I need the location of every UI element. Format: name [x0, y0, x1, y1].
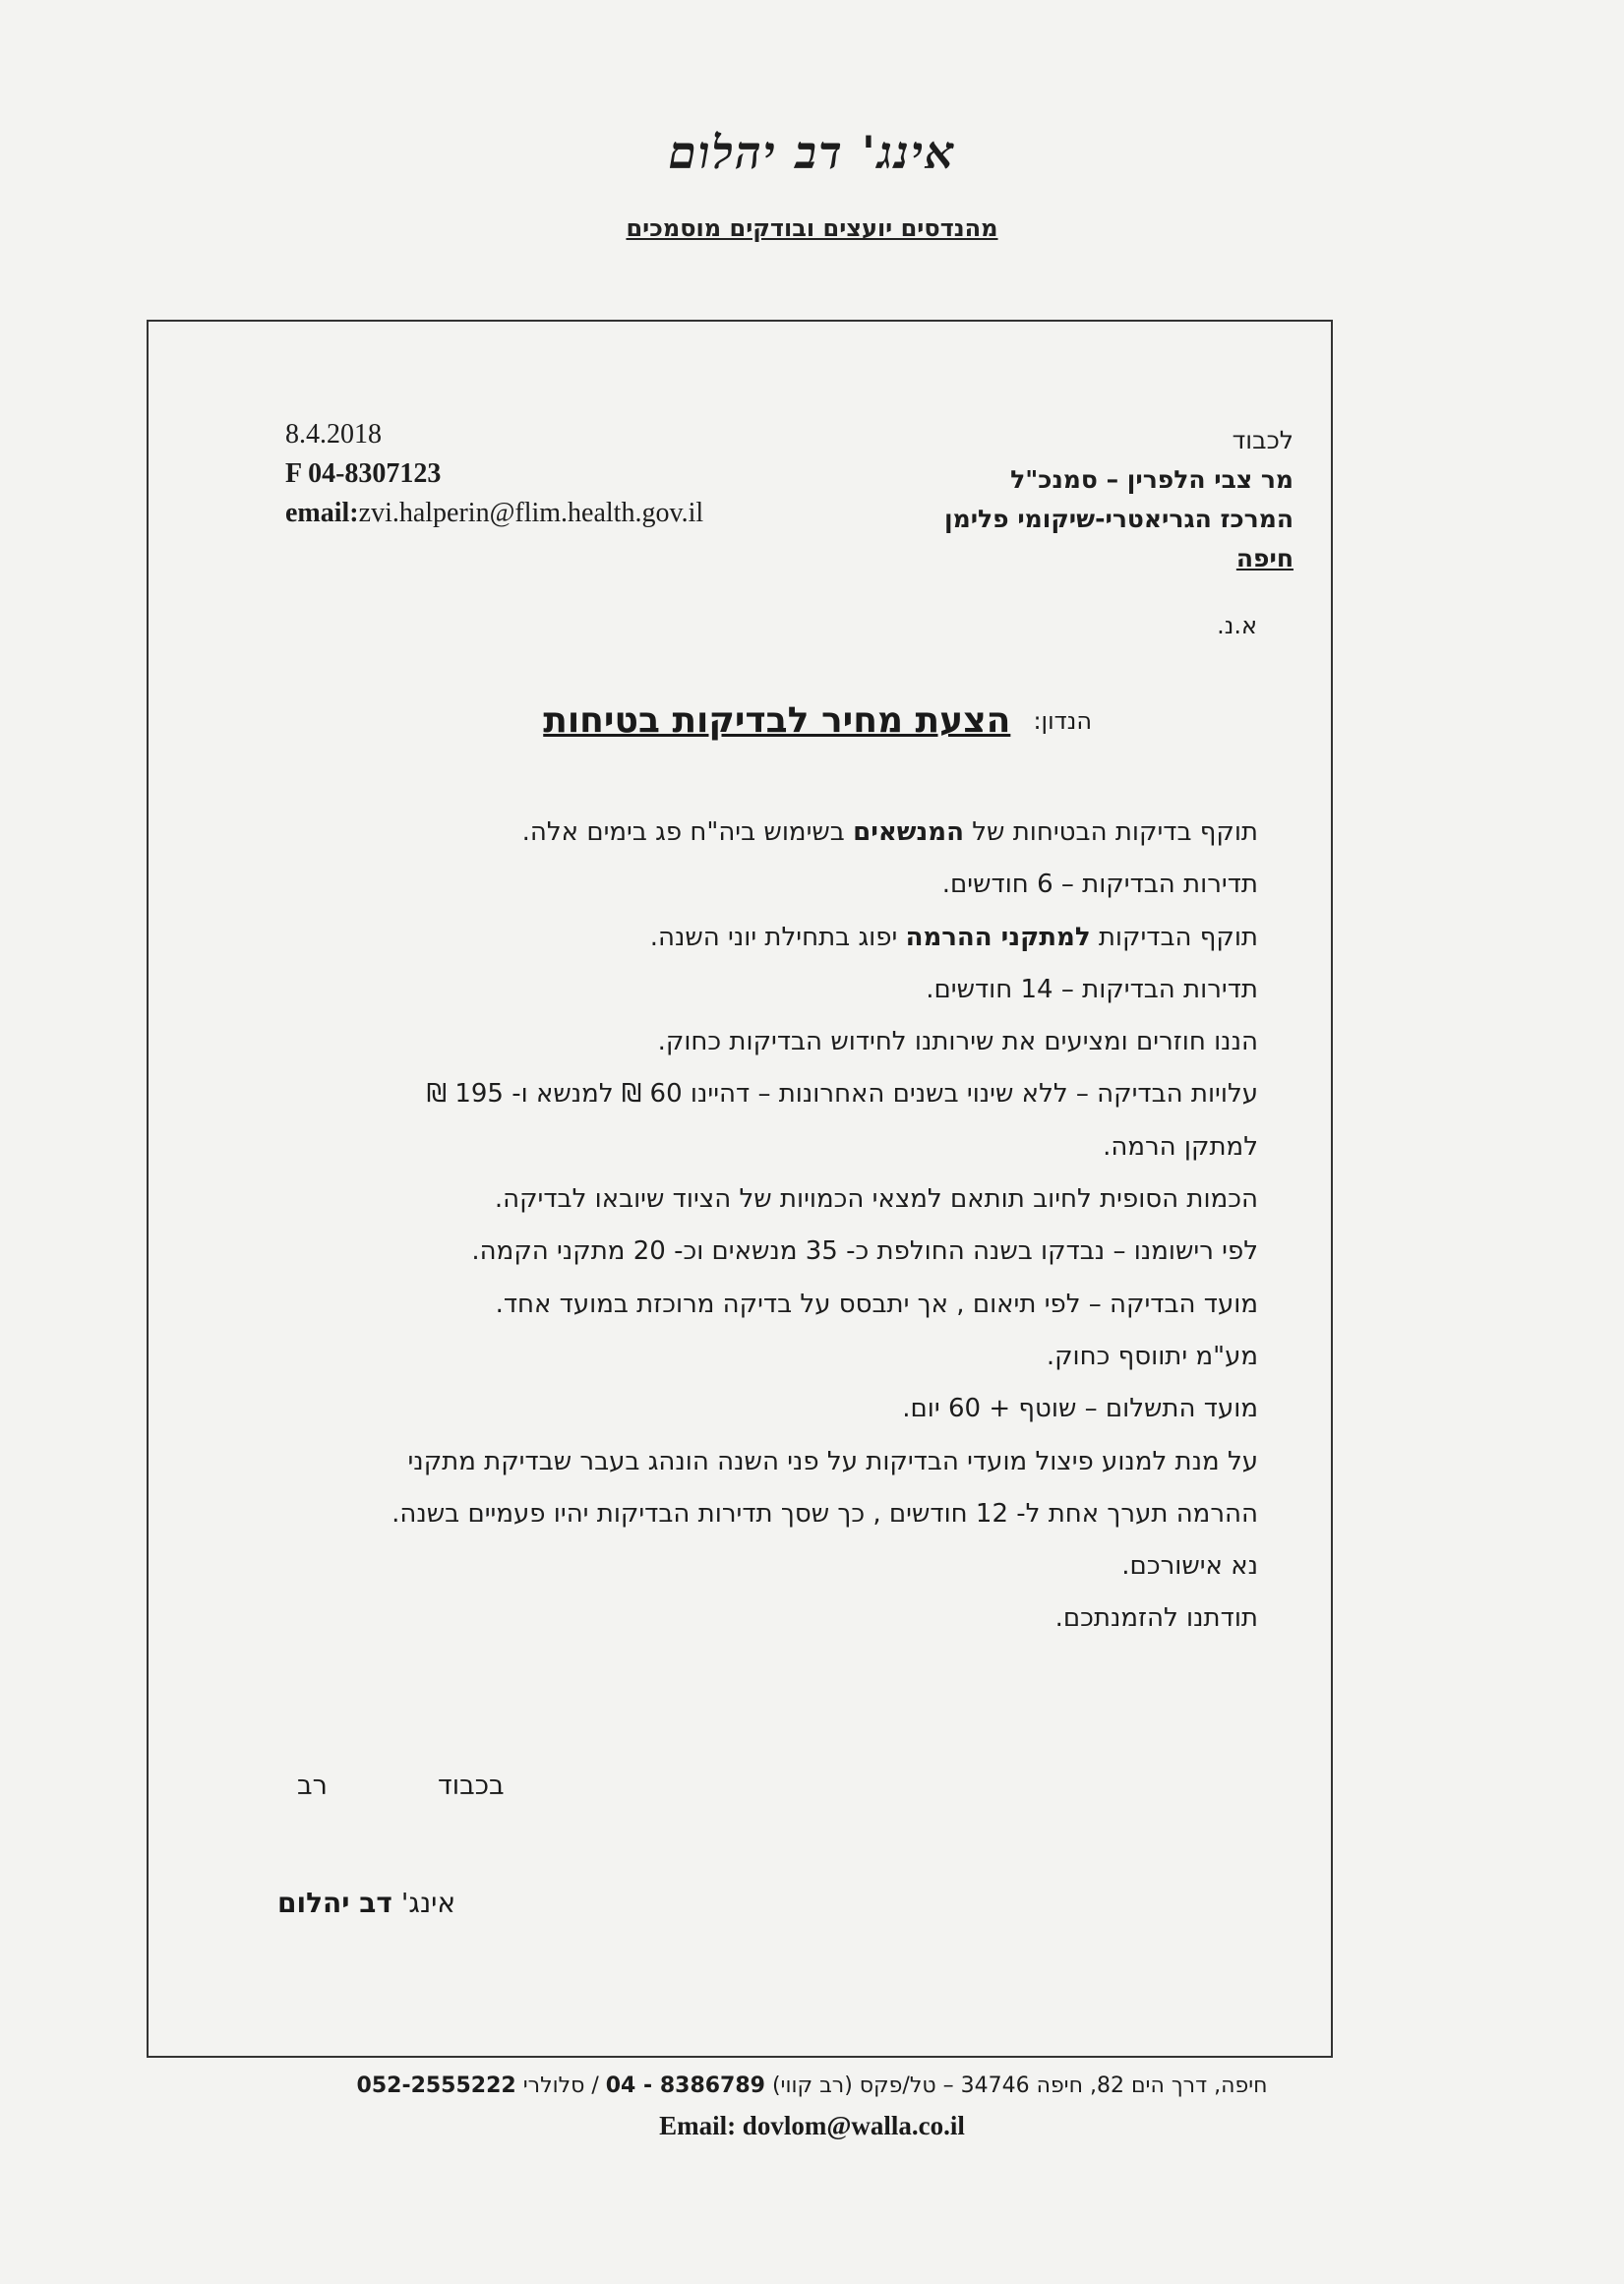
body-line: למתקן הרמה.: [1103, 1131, 1258, 1162]
signature-prefix: אינג': [391, 1887, 456, 1919]
body-line: מועד התשלום – שוטף + 60 יום.: [902, 1394, 1258, 1424]
signature-name: דב יהלום: [277, 1887, 392, 1919]
subject-title: הצעת מחיר לבדיקות בטיחות: [543, 700, 1011, 741]
footer-contact: [0, 2074, 1624, 2098]
body-line: לפי רישומנו – נבדקו בשנה החולפת כ- 35 מנשאים וכ- 20 מתקני הקמה.: [471, 1236, 1258, 1267]
letter-body: [186, 807, 1258, 1646]
greeting: א.נ.: [1217, 612, 1257, 639]
subject-label: הנדון:: [1033, 706, 1092, 735]
recipient-city: חיפה: [1235, 544, 1293, 572]
body-line: [186, 807, 1258, 859]
letterhead-name: אינג' דב יהלום: [668, 126, 956, 179]
signature: [277, 1887, 455, 1919]
body-line: מע"מ יתווסף כחוק.: [1046, 1341, 1258, 1371]
email-label: email:: [285, 498, 359, 528]
letterhead-subtitle: מהנדסים יועצים ובודקים מוסמכים: [626, 214, 998, 242]
email-line: [285, 494, 703, 533]
footer-email: Email: dovlom@walla.co.il: [659, 2111, 965, 2140]
fax-number: F 04-8307123: [285, 458, 442, 489]
body-line: הכמות הסופית לחיוב תותאם למצאי הכמויות של הציוד שיובאו לבדיקה.: [494, 1184, 1258, 1215]
email-address: zvi.halperin@flim.health.gov.il: [358, 498, 704, 528]
recipient-salutation: לכבוד: [1232, 426, 1293, 454]
body-line: תודתנו להזמנתכם.: [1054, 1603, 1258, 1634]
recipient-org: המרכז הגריאטרי-שיקומי פלימן: [944, 505, 1293, 533]
body-line: ההרמה תערך אחת ל- 12 חודשים , כך שסך תדירות הבדיקות יהיו פעמיים בשנה.: [391, 1498, 1258, 1529]
subject-line: [472, 700, 1092, 741]
body-text-run: תוקף בדיקות הבטיחות של: [963, 817, 1258, 847]
body-line: הננו חוזרים ומציעים את שירותנו לחידוש הבדיקות כחוק.: [657, 1027, 1258, 1057]
footer-phone: 8386789 - 04: [605, 2074, 765, 2098]
body-bold-run: המנשאים: [853, 817, 964, 847]
sender-block: [285, 415, 703, 533]
letter-date: 8.4.2018: [285, 419, 382, 450]
body-line: עלויות הבדיקה – ללא שינוי בשנים האחרונות – דהיינו 60 ₪ למנשא ו- 195 ₪: [426, 1079, 1258, 1110]
recipient-name: מר צבי הלפרין – סמנכ"ל: [1010, 465, 1293, 494]
body-line: על מנת למנוע פיצול מועדי הבדיקות על פני השנה הונהג בעבר שבדיקת מתקני: [407, 1446, 1258, 1476]
body-line: תדירות הבדיקות – 14 חודשים.: [926, 974, 1258, 1004]
footer-mobile: 052-2555222: [356, 2074, 516, 2098]
closing-regards: בכבוד: [438, 1771, 505, 1801]
closing-rav: רב: [297, 1771, 328, 1801]
body-line: מועד הבדיקה – לפי תיאום , אך יתבסס על בדיקה מרוכזת במועד אחד.: [495, 1289, 1258, 1319]
body-text-run: תוקף הבדיקות: [1090, 922, 1258, 952]
body-line: נא אישורכם.: [1121, 1551, 1258, 1582]
body-line: [186, 912, 1258, 964]
body-line: תדירות הבדיקות – 6 חודשים.: [941, 870, 1258, 900]
body-text-run: יפוג בתחילת יוני השנה.: [649, 922, 906, 952]
footer-address: חיפה, דרך הים 82, חיפה 34746 – טל/פקס (רב קווי): [764, 2074, 1268, 2098]
body-text-run: בשימוש ביה"ח פג בימים אלה.: [521, 817, 854, 847]
footer-mobile-label: / סלולרי: [515, 2074, 606, 2098]
body-bold-run: למתקני ההרמה: [905, 922, 1091, 952]
recipient-block: [944, 421, 1293, 578]
